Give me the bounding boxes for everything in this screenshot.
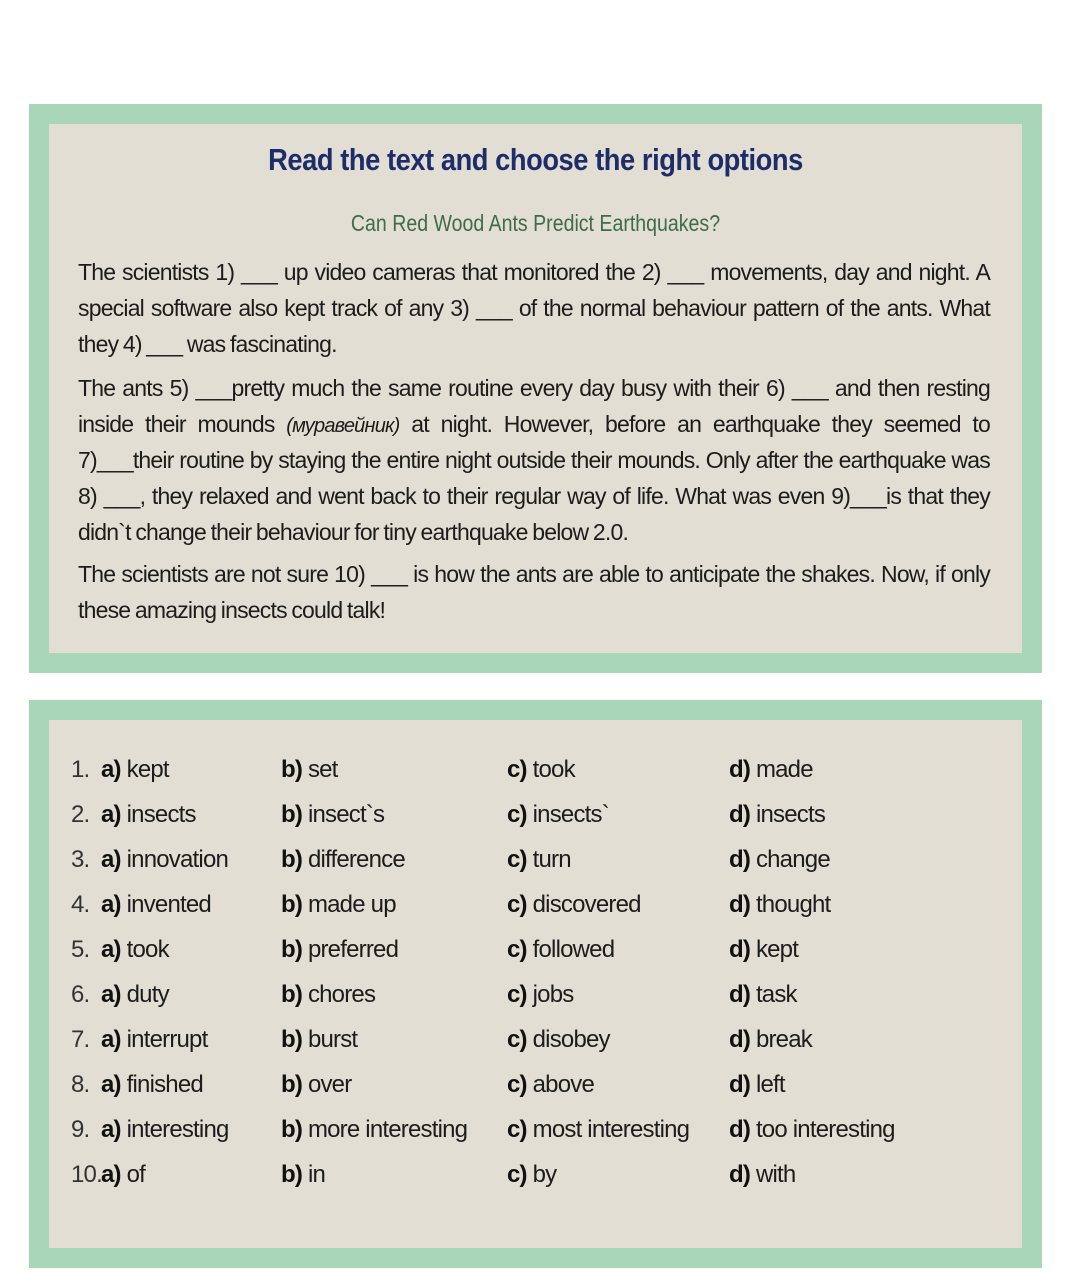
russian-gloss: (муравейник) — [286, 415, 400, 437]
option-text: too interesting — [755, 1116, 895, 1143]
question-row — [49, 846, 1022, 886]
option-text: invented — [126, 891, 211, 918]
option-text: with — [755, 1161, 796, 1188]
option-a[interactable] — [101, 1026, 207, 1054]
text-subtitle: Can Red Wood Ants Predict Earthquakes? — [350, 210, 721, 236]
option-letter: d) — [729, 1161, 751, 1188]
option-d[interactable] — [729, 846, 830, 874]
paragraph-2 — [78, 370, 990, 550]
text-line: The ants 5) ___pretty much the same routine every day busy with their 6) ___ and then resting — [78, 375, 990, 401]
option-d[interactable] — [729, 891, 830, 919]
option-a[interactable] — [101, 1116, 229, 1144]
option-c[interactable] — [507, 936, 614, 964]
option-c[interactable] — [507, 1026, 610, 1054]
option-text: made up — [307, 891, 396, 918]
question-row — [49, 936, 1022, 976]
text-line: they 4) ___ was fascinating. — [78, 331, 337, 357]
option-letter: d) — [729, 936, 751, 963]
option-text: duty — [126, 981, 169, 1008]
option-text: made — [755, 756, 813, 783]
option-text: over — [307, 1071, 352, 1098]
option-letter: c) — [507, 936, 527, 963]
option-text: task — [755, 981, 797, 1008]
option-text: kept — [755, 936, 799, 963]
option-text: insects` — [532, 801, 609, 828]
option-letter: d) — [729, 1071, 751, 1098]
option-a[interactable] — [101, 756, 169, 784]
option-letter: b) — [281, 846, 303, 873]
option-letter: b) — [281, 981, 303, 1008]
option-b[interactable] — [281, 1161, 325, 1189]
option-letter: a) — [101, 936, 121, 963]
text-line: didn`t change their behaviour for tiny earthquake below 2.0. — [78, 519, 629, 545]
option-letter: b) — [281, 891, 303, 918]
option-d[interactable] — [729, 1116, 895, 1144]
option-b[interactable] — [281, 1116, 467, 1144]
question-number: 3. — [71, 846, 90, 873]
option-text: of — [126, 1161, 146, 1188]
option-text: break — [755, 1026, 812, 1053]
question-number: 7. — [71, 1026, 90, 1053]
option-letter: b) — [281, 1026, 303, 1053]
option-text: kept — [126, 756, 169, 783]
option-text: insect`s — [307, 801, 385, 828]
option-letter: c) — [507, 756, 527, 783]
option-letter: d) — [729, 1026, 751, 1053]
option-d[interactable] — [729, 756, 813, 784]
option-text: change — [755, 846, 830, 873]
paragraph-3 — [78, 556, 990, 628]
option-letter: c) — [507, 801, 527, 828]
option-text: chores — [307, 981, 376, 1008]
option-c[interactable] — [507, 1071, 594, 1099]
option-letter: d) — [729, 891, 751, 918]
option-b[interactable] — [281, 846, 405, 874]
option-letter: a) — [101, 1071, 121, 1098]
text-line: these amazing insects could talk! — [78, 597, 386, 623]
option-a[interactable] — [101, 1071, 203, 1099]
option-letter: c) — [507, 846, 527, 873]
option-text: took — [126, 936, 169, 963]
question-row — [49, 801, 1022, 841]
question-number: 5. — [71, 936, 90, 963]
option-a[interactable] — [101, 846, 228, 874]
option-d[interactable] — [729, 981, 797, 1009]
option-letter: d) — [729, 981, 751, 1008]
option-letter: b) — [281, 801, 303, 828]
option-d[interactable] — [729, 1161, 795, 1189]
option-text: most interesting — [532, 1116, 690, 1143]
question-number: 6. — [71, 981, 90, 1008]
option-letter: b) — [281, 1161, 303, 1188]
option-b[interactable] — [281, 1071, 351, 1099]
option-letter: c) — [507, 1071, 527, 1098]
option-letter: a) — [101, 801, 121, 828]
option-c[interactable] — [507, 846, 571, 874]
question-row — [49, 1071, 1022, 1111]
option-a[interactable] — [101, 891, 211, 919]
option-letter: a) — [101, 981, 121, 1008]
option-text: preferred — [307, 936, 399, 963]
text-line: The scientists are not sure 10) ___ is how the ants are able to anticipate the shakes. Now, if only — [78, 561, 990, 587]
text-line: special software also kept track of any 3) ___ of the normal behaviour pattern of the ants. What — [78, 295, 990, 321]
option-text: left — [755, 1071, 785, 1098]
question-row — [49, 756, 1022, 796]
option-c[interactable] — [507, 756, 575, 784]
option-text: interrupt — [126, 1026, 208, 1053]
option-letter: d) — [729, 1116, 751, 1143]
text-segment: inside their mounds — [78, 411, 287, 437]
option-d[interactable] — [729, 1071, 785, 1099]
option-b[interactable] — [281, 981, 375, 1009]
option-letter: a) — [101, 1026, 121, 1053]
option-d[interactable] — [729, 936, 798, 964]
question-row — [49, 1026, 1022, 1066]
question-row — [49, 981, 1022, 1021]
option-text: disobey — [532, 1026, 610, 1053]
option-letter: b) — [281, 936, 303, 963]
option-letter: b) — [281, 756, 303, 783]
question-row — [49, 1161, 1022, 1201]
option-d[interactable] — [729, 1026, 812, 1054]
question-number: 8. — [71, 1071, 90, 1098]
option-letter: b) — [281, 1071, 303, 1098]
option-letter: c) — [507, 891, 527, 918]
question-number: 10. — [71, 1161, 102, 1188]
options-card — [29, 700, 1042, 1268]
question-number: 1. — [71, 756, 90, 783]
question-number: 9. — [71, 1116, 90, 1143]
text-segment: at night. However, before an earthquake they seemed to — [399, 411, 991, 437]
option-text: followed — [532, 936, 615, 963]
question-row — [49, 891, 1022, 931]
option-text: more interesting — [307, 1116, 468, 1143]
option-text: thought — [755, 891, 831, 918]
option-text: took — [532, 756, 575, 783]
option-text: insects — [755, 801, 826, 828]
option-letter: d) — [729, 801, 751, 828]
page-title: Read the text and choose the right options — [268, 142, 803, 177]
option-c[interactable] — [507, 891, 641, 919]
text-line — [78, 406, 990, 442]
reading-panel — [49, 124, 1022, 653]
option-letter: c) — [507, 1026, 527, 1053]
text-line: 7)___their routine by staying the entire night outside their mounds. Only after the earthquake was — [78, 447, 990, 473]
text-line: The scientists 1) ___ up video cameras that monitored the 2) ___ movements, day and night. A — [78, 259, 990, 285]
question-number: 4. — [71, 891, 90, 918]
question-number: 2. — [71, 801, 90, 828]
reading-card — [29, 104, 1042, 673]
option-letter: a) — [101, 846, 121, 873]
option-text: discovered — [532, 891, 641, 918]
option-letter: d) — [729, 846, 751, 873]
option-text: interesting — [126, 1116, 229, 1143]
option-a[interactable] — [101, 936, 169, 964]
option-text: set — [307, 756, 338, 783]
option-letter: a) — [101, 1116, 121, 1143]
option-c[interactable] — [507, 801, 609, 829]
option-c[interactable] — [507, 1116, 689, 1144]
option-text: jobs — [532, 981, 574, 1008]
paragraph-1 — [78, 254, 990, 362]
option-b[interactable] — [281, 756, 338, 784]
option-letter: a) — [101, 1161, 121, 1188]
option-a[interactable] — [101, 981, 169, 1009]
option-text: turn — [532, 846, 571, 873]
option-d[interactable] — [729, 801, 825, 829]
option-text: above — [532, 1071, 595, 1098]
option-letter: c) — [507, 1116, 527, 1143]
option-text: by — [532, 1161, 557, 1188]
question-row — [49, 1116, 1022, 1156]
option-c[interactable] — [507, 981, 573, 1009]
option-text: difference — [307, 846, 405, 873]
option-text: innovation — [126, 846, 229, 873]
option-letter: d) — [729, 756, 751, 783]
option-letter: a) — [101, 756, 121, 783]
option-b[interactable] — [281, 936, 398, 964]
option-a[interactable] — [101, 801, 196, 829]
option-letter: a) — [101, 891, 121, 918]
options-panel — [49, 720, 1022, 1248]
option-text: insects — [126, 801, 196, 828]
option-letter: b) — [281, 1116, 303, 1143]
option-a[interactable] — [101, 1161, 145, 1189]
option-letter: c) — [507, 981, 527, 1008]
option-text: finished — [126, 1071, 203, 1098]
text-line: 8) ___, they relaxed and went back to their regular way of life. What was even 9)___is that they — [78, 483, 990, 509]
option-text: burst — [307, 1026, 358, 1053]
option-b[interactable] — [281, 801, 384, 829]
option-b[interactable] — [281, 891, 396, 919]
option-b[interactable] — [281, 1026, 357, 1054]
option-text: in — [307, 1161, 326, 1188]
option-letter: c) — [507, 1161, 527, 1188]
option-c[interactable] — [507, 1161, 556, 1189]
